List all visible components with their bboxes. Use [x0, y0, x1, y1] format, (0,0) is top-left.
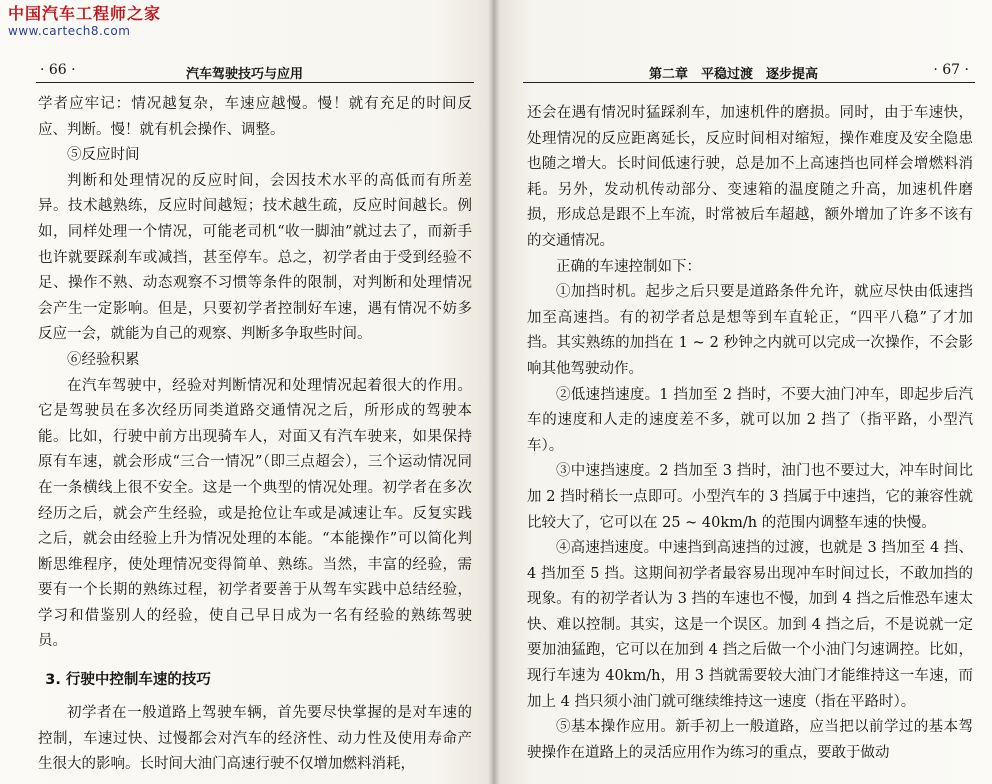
site-watermark: [8, 4, 161, 38]
paragraph: ③中速挡速度。2 挡加至 3 挡时，油门也不要过大，冲车时间比加 2 挡时稍长一点即可。小型汽车的 3 挡属于中速挡，它的兼容性就比较大了，它可以在 25 ~ 40km/h 的范围内调整车速的快慢。: [527, 463, 973, 531]
paragraph: 初学者在一般道路上驾驶车辆，首先要尽快掌握的是对车速的控制，车速过快、过慢都会对汽车的经济性、动力性及使用寿命产生很大的影响。长时间大油门高速行驶不仅增加燃料消耗，: [38, 705, 472, 773]
subsection-title: ⑥经验积累: [67, 351, 140, 368]
paragraph: ⑤基本操作应用。新手初上一般道路，应当把以前学过的基本驾驶操作在道路上的灵活应用作为练习的重点，要敢于做动: [527, 719, 973, 761]
paragraph: 正确的车速控制如下：: [556, 258, 701, 275]
paragraph: ②低速挡速度。1 挡加至 2 挡时，不要大油门冲车，即起步后汽车的速度和人走的速度差不多，就可以加 2 挡了（指平路，小型汽车）。: [527, 386, 973, 454]
watermark-url: www.cartech8.com: [8, 24, 131, 38]
left-page: [0, 0, 493, 784]
right-running-head: [523, 62, 975, 83]
left-page-number: · 66 ·: [40, 62, 76, 78]
left-running-title: 汽车驾驶技巧与应用: [186, 67, 304, 82]
continued-paragraph: 学者应牢记：情况越复杂，车速应越慢。慢！就有充足的时间反应、判断。慢！就有机会操作、调整。: [38, 96, 472, 138]
paragraph: 在汽车驾驶中，经验对判断情况和处理情况起着很大的作用。它是驾驶员在多次经历同类道路交通情况之后，所形成的驾驶本能。比如，行驶中前方出现骑车人，对面又有汽车驶来，如果保持原有车速，就会形成“三合一情况”（即三点超会），三个运动情况同在一条横线上很不安全。这是一个典型的情况处理。初学者在多次经历之后，就会产生经验，或是抢位让车或是减速让车。反复实践之后，就会由经验上升为情况处理的本能。“本能操作”可以简化判断思维程序，使处理情况变得简单、熟练。当然，丰富的经验，需要有一个长期的熟练过程，初学者要善于从驾车实践中总结经验，学习和借鉴别人的经验，使自己早日成为一名有经验的熟练驾驶员。: [38, 377, 472, 650]
section-heading: 3. 行驶中控制车速的技巧: [45, 672, 211, 689]
right-running-title: 第二章 平稳过渡 逐步提高: [649, 67, 819, 82]
left-page-body: [38, 92, 472, 778]
right-page-body: [527, 101, 973, 766]
watermark-title: 中国汽车工程师之家: [8, 4, 162, 23]
paragraph: ①加挡时机。起步之后只要是道路条件允许，就应尽快由低速挡加至高速挡。有的初学者总是想等到车直轮正，“四平八稳”了才加挡。其实熟练的加挡在 1 ~ 2 秒钟之内就可以完成一次操作，不会影响其他驾驶动作。: [527, 284, 973, 377]
right-page: [493, 0, 992, 784]
right-page-number: · 67 ·: [933, 62, 969, 78]
left-running-head: [36, 62, 474, 83]
paragraph: ④高速挡速度。中速挡到高速挡的过渡，也就是 3 挡加至 4 挡、4 挡加至 5 挡。这期间初学者最容易出现冲车时间过长，不敢加挡的现象。有的初学者认为 3 挡的车速也不慢，加到 4 挡之后惟恐车速太快、难以控制。其实，这是一个误区。加到 4 挡之后，不是说就一定要加油猛跑，它可以在加到 4 挡之后做一个小油门匀速调控。比如，现行车速为 40km/h，用 3 挡就需要较大油门才能维持这一车速，而加上 4 挡只须小油门就可继续维持这一速度（指在平路时）。: [527, 540, 973, 710]
continued-paragraph: 还会在遇有情况时猛踩刹车，加速机件的磨损。同时，由于车速快，处理情况的反应距离延长，反应时间相对缩短，操作难度及安全隐患也随之增大。长时间低速行驶，总是加不上高速挡也同样会增燃料消耗。另外，发动机传动部分、变速箱的温度随之升高，加速机件磨损，形成总是跟不上车流，时常被后车超越，额外增加了许多不该有的交通情况。: [527, 105, 973, 249]
subsection-title: ⑤反应时间: [67, 147, 140, 164]
paragraph: 判断和处理情况的反应时间，会因技术水平的高低而有所差异。技术越熟练，反应时间越短；技术越生疏，反应时间越长。例如，同样处理一个情况，可能老司机“收一脚油”就过去了，而新手也许就要踩刹车或减挡，甚至停车。总之，初学者由于受到经验不足、操作不熟、动态观察不习惯等条件的限制，对判断和处理情况会产生一定影响。但是，只要初学者控制好车速，遇有情况不妨多反应一会，就能为自己的观察、判断多争取些时间。: [38, 172, 472, 343]
book-gutter: [488, 0, 500, 784]
